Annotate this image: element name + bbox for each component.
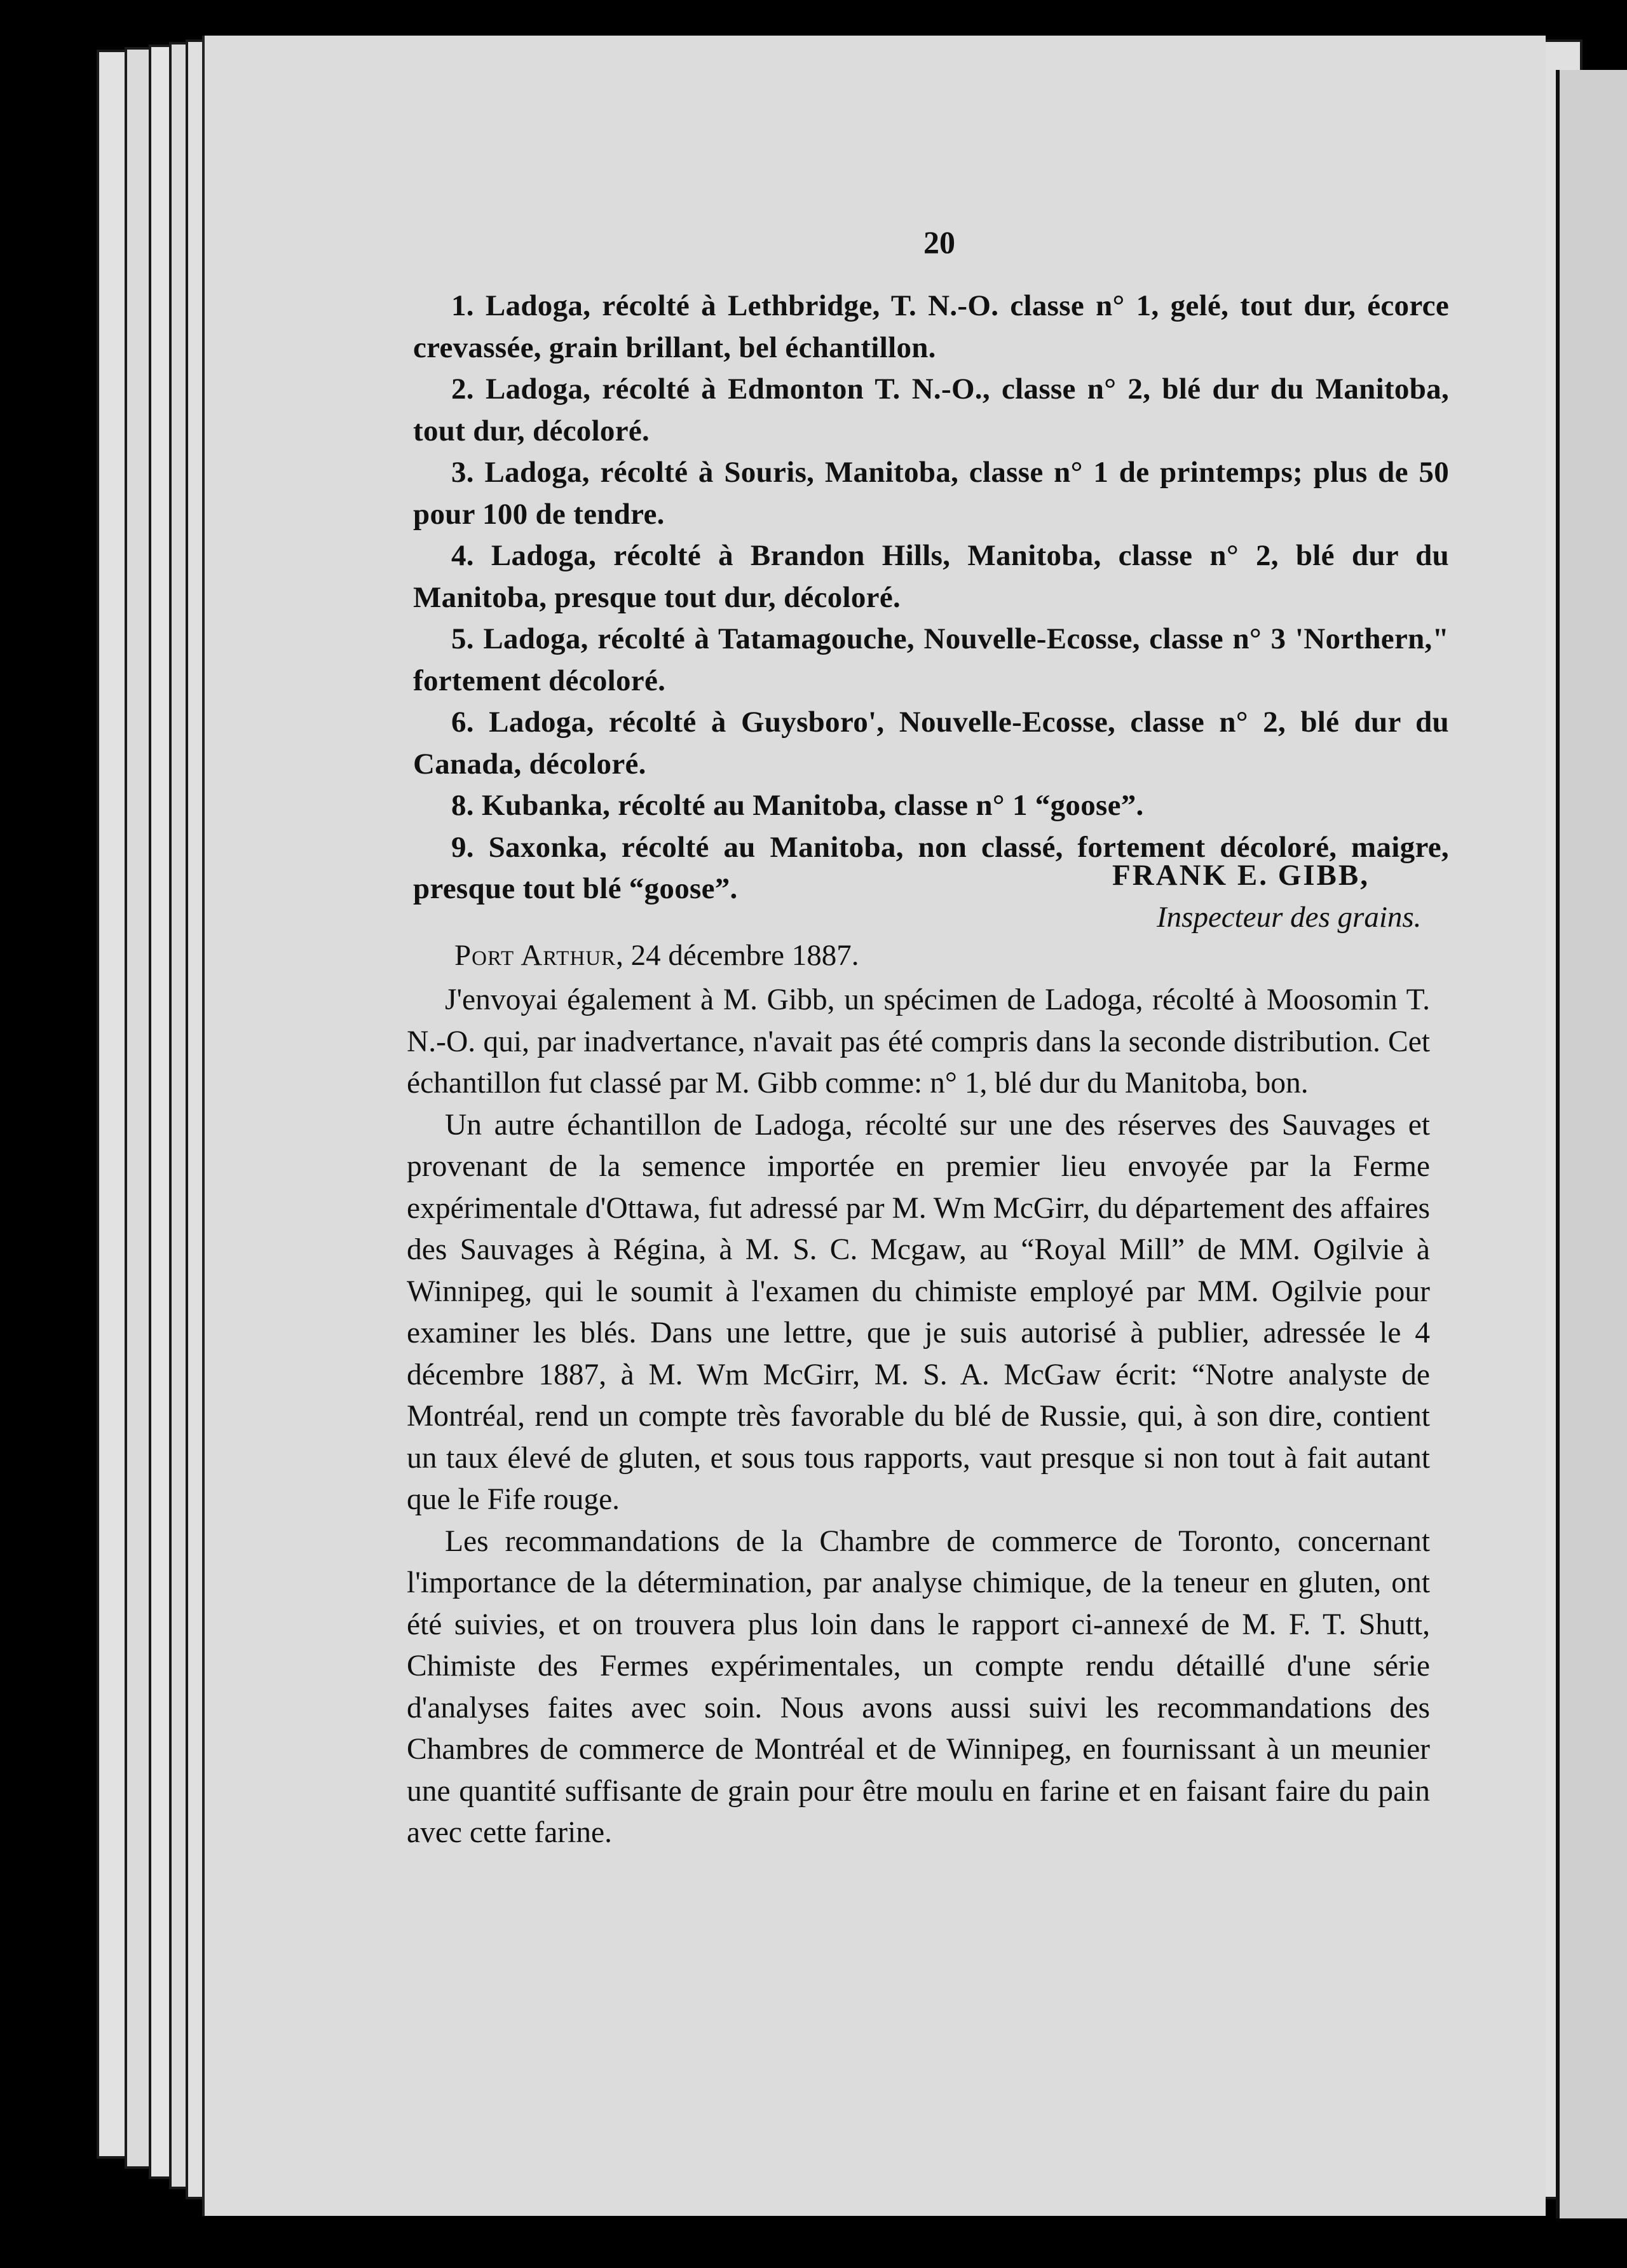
signature-block [1049, 855, 1443, 938]
list-item: 4. Ladoga, récolté à Brandon Hills, Manitoba, classe n° 2, blé dur du Manitoba, presque tout dur, décoloré. [413, 539, 1449, 614]
page-number: 20 [923, 224, 955, 260]
dateline-date: , 24 décembre 1887. [616, 939, 859, 972]
signature-name: FRANK E. GIBB, [1112, 859, 1370, 892]
list-item: 9. Saxonka, récolté au Manitoba, non classé, fortement décoloré, maigre, presque tout blé “goose”. [413, 830, 1449, 905]
list-item: 5. Ladoga, récolté à Tatamagouche, Nouvelle-Ecosse, classe n° 3 'Northern," fortement décoloré. [413, 622, 1449, 697]
signature-title: Inspecteur des grains. [1157, 900, 1422, 934]
dateline [454, 935, 859, 977]
list-item: 8. Kubanka, récolté au Manitoba, classe n° 1 “goose”. [451, 789, 1144, 822]
list-item: 1. Ladoga, récolté à Lethbridge, T. N.-O. classe n° 1, gelé, tout dur, écorce crevassée, grain brillant, bel échantillon. [413, 289, 1449, 364]
dateline-place: Port Arthur [454, 939, 616, 972]
sample-list [413, 285, 1449, 910]
paragraph: J'envoyai également à M. Gibb, un spécimen de Ladoga, récolté à Moosomin T. N.-O. qui, par inadvertance, n'avait pas été compris dans la seconde distribution. Cet échantillon fut classé par M. Gibb comme: n° 1, blé dur du Manitoba, bon. [407, 983, 1430, 1100]
list-item: 3. Ladoga, récolté à Souris, Manitoba, classe n° 1 de printemps; plus de 50 pour 100 de tendre. [413, 456, 1449, 531]
facing-page-edge [1556, 70, 1627, 2218]
list-item: 2. Ladoga, récolté à Edmonton T. N.-O., classe n° 2, blé dur du Manitoba, tout dur, décoloré. [413, 372, 1449, 447]
body-text [407, 980, 1430, 1854]
paragraph: Un autre échantillon de Ladoga, récolté sur une des réserves des Sauvages et provenant de la semence importée en premier lieu envoyée par la Ferme expérimentale d'Ottawa, fut adressé par M. Wm McGirr, du département des affaires des Sauvages à Régina, à M. S. C. Mcgaw, au “Royal Mill” de MM. Ogilvie à Winnipeg, qui le soumit à l'examen du chimiste employé par MM. Ogilvie pour examiner les blés. Dans une lettre, que je suis autorisé à publier, adressée le 4 décembre 1887, à M. Wm McGirr, M. S. A. McGaw écrit: “Notre analyste de Montréal, rend un compte très favorable du blé de Russie, qui, à son dire, contient un taux élevé de gluten, et sous tous rapports, vaut presque si non tout à fait autant que le Fife rouge. [407, 1108, 1430, 1516]
list-item: 6. Ladoga, récolté à Guysboro', Nouvelle-Ecosse, classe n° 2, blé dur du Canada, décoloré. [413, 706, 1449, 781]
paragraph: Les recommandations de la Chambre de commerce de Toronto, concernant l'importance de la détermination, par analyse chimique, de la teneur en gluten, ont été suivies, et on trouvera plus loin dans le rapport ci-annexé de M. F. T. Shutt, Chimiste des Fermes expérimentales, un compte rendu détaillé d'une série d'analyses faites avec soin. Nous avons aussi suivi les recommandations des Chambres de commerce de Montréal et de Winnipeg, en fournissant à un meunier une quantité suffisante de grain pour être moulu en farine et en faisant faire du pain avec cette farine. [407, 1524, 1430, 1849]
